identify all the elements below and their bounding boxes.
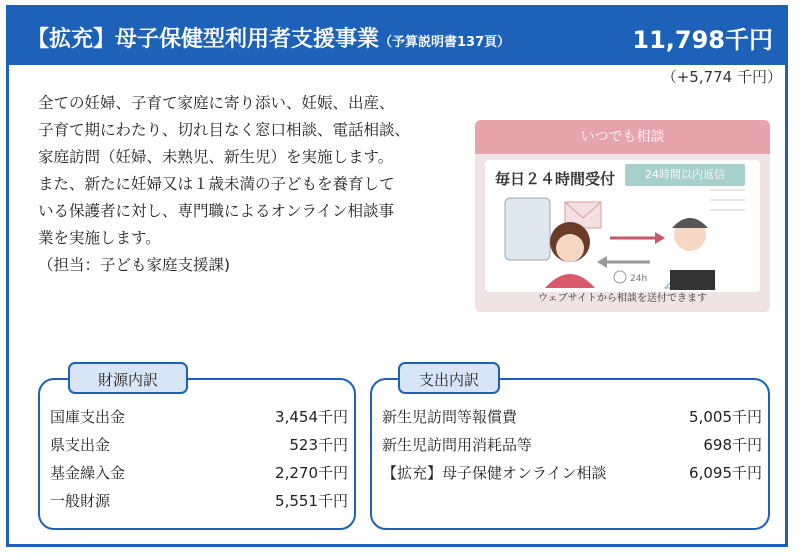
total-amount: 11,798千円	[632, 26, 773, 54]
department-note: （担当：子ども家庭支援課)	[38, 256, 231, 274]
consultation-drawing	[475, 120, 770, 312]
clock-label: 24h	[630, 274, 648, 284]
funding-row: 基金繰入金 2,270千円	[50, 464, 348, 482]
description-line: 子育て期にわたり、切れ目なく窓口相談、電話相談、	[38, 121, 411, 139]
amount-change: （+5,774 千円）	[661, 68, 782, 86]
budget-reference: （予算説明書137頁）	[379, 35, 511, 50]
illustration-footer: ウェブサイトから相談を送付できます	[538, 293, 707, 304]
illustration-header: いつでも相談	[475, 120, 770, 154]
funding-row: 一般財源 5,551千円	[50, 492, 348, 510]
illustration-24h-label: 毎日２４時間受付	[495, 170, 616, 188]
funding-breakdown-box	[38, 371, 356, 530]
description-line: いる保護者に対し、専門職によるオンライン相談事	[38, 202, 395, 220]
expense-row: 新生児訪問等報償費 5,005千円	[382, 408, 762, 426]
title-bar	[9, 8, 785, 65]
description-line: 業を実施します。	[38, 229, 161, 247]
expense-label: 支出内訳	[398, 362, 500, 394]
description-text	[38, 90, 458, 279]
phone-icon	[505, 198, 550, 260]
funding-label: 財源内訳	[68, 362, 188, 394]
description-line: 家庭訪問（妊婦、未熟児、新生児）を実施します。	[38, 148, 394, 166]
funding-row: 県支出金 523千円	[50, 436, 348, 454]
page-title: 【拡充】母子保健型利用者支援事業（予算説明書137頁）	[27, 27, 511, 52]
description-line: また、新たに妊婦又は１歳未満の子どもを養育して	[38, 175, 395, 193]
expense-breakdown-box	[370, 371, 770, 530]
funding-row: 国庫支出金 3,454千円	[50, 408, 348, 426]
expense-row: 新生児訪問用消耗品等 698千円	[382, 436, 762, 454]
reply-badge: 24時間以内返信	[625, 164, 745, 186]
description-line: 全ての妊婦、子育て家庭に寄り添い、妊娠、出産、	[38, 94, 395, 112]
clock-icon	[614, 271, 626, 283]
expense-row: 【拡充】母子保健オンライン相談 6,095千円	[382, 464, 762, 482]
consultation-illustration	[475, 120, 770, 312]
